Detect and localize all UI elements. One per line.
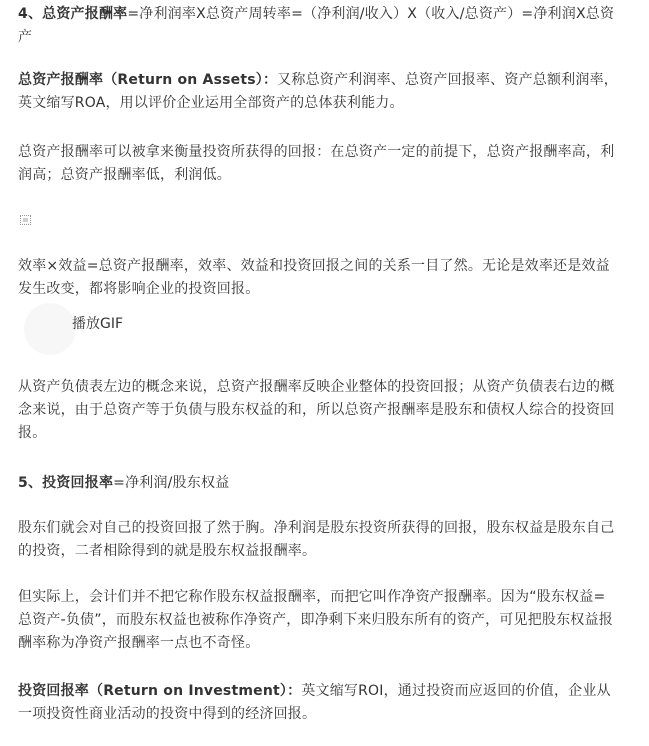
roa-definition-text: 又称总资产利润率、总资产回报率、资产总额利润率，英文缩写ROA，用以评价企业运用全部资产的总体获利能力。 xyxy=(18,72,618,111)
formula-text: =净利润/股东权益 xyxy=(113,475,230,491)
term-roi: 投资回报率（Return on Investment）： xyxy=(18,683,302,699)
paragraph-net-asset-return xyxy=(18,586,618,655)
paragraph-investment-return-formula xyxy=(18,472,618,495)
gif-play-circle-icon[interactable] xyxy=(24,303,76,355)
roi-definition-text: 英文缩写ROI，通过投资而应返回的价值，企业从一项投资性商业活动的投资中得到的经济回报。 xyxy=(18,683,611,722)
paragraph-total-assets-return-formula xyxy=(18,3,618,49)
paragraph-efficiency-effectiveness xyxy=(18,255,618,301)
paragraph-balance-sheet xyxy=(18,376,618,445)
paragraph-text: 从资产负债表左边的概念来说，总资产报酬率反映企业整体的投资回报；从资产负债表右边的概念来说，由于总资产等于负债与股东权益的和，所以总资产报酬率是股东和债权人综合的投资回报。 xyxy=(18,379,615,441)
broken-image-icon xyxy=(20,215,31,225)
paragraph-roa-definition xyxy=(18,69,618,115)
paragraph-text: 但实际上，会计们并不把它称作股东权益报酬率，而把它叫作净资产报酬率。因为“股东权益=总资产-负债”，而股东权益也被称作净资产，即净剩下来归股东所有的资产，可见把股东权益报酬率称为净资产报酬率一点也不奇怪。 xyxy=(18,589,613,651)
heading-investment-return: 5、投资回报率 xyxy=(18,475,114,491)
term-roa: 总资产报酬率（Return on Assets）： xyxy=(18,72,278,88)
heading-total-assets-return: 4、总资产报酬率 xyxy=(18,6,128,22)
paragraph-shareholder-return xyxy=(18,517,618,563)
paragraph-text: 股东们就会对自己的投资回报了然于胸。净利润是股东投资所获得的回报，股东权益是股东自己的投资，二者相除得到的就是股东权益报酬率。 xyxy=(18,520,615,559)
gif-player[interactable] xyxy=(18,303,218,355)
paragraph-text: 效率×效益=总资产报酬率，效率、效益和投资回报之间的关系一目了然。无论是效率还是效益发生改变，都将影响企业的投资回报。 xyxy=(18,258,610,297)
paragraph-roi-definition xyxy=(18,680,618,726)
formula-text: =净利润率X总资产周转率=（净利润/收入）X（收入/总资产）=净利润X总资产 xyxy=(18,6,615,45)
play-gif-label[interactable]: 播放GIF xyxy=(72,316,124,332)
paragraph-roa-measurement xyxy=(18,141,618,187)
paragraph-text: 总资产报酬率可以被拿来衡量投资所获得的回报：在总资产一定的前提下，总资产报酬率高，利润高；总资产报酬率低，利润低。 xyxy=(18,144,615,183)
